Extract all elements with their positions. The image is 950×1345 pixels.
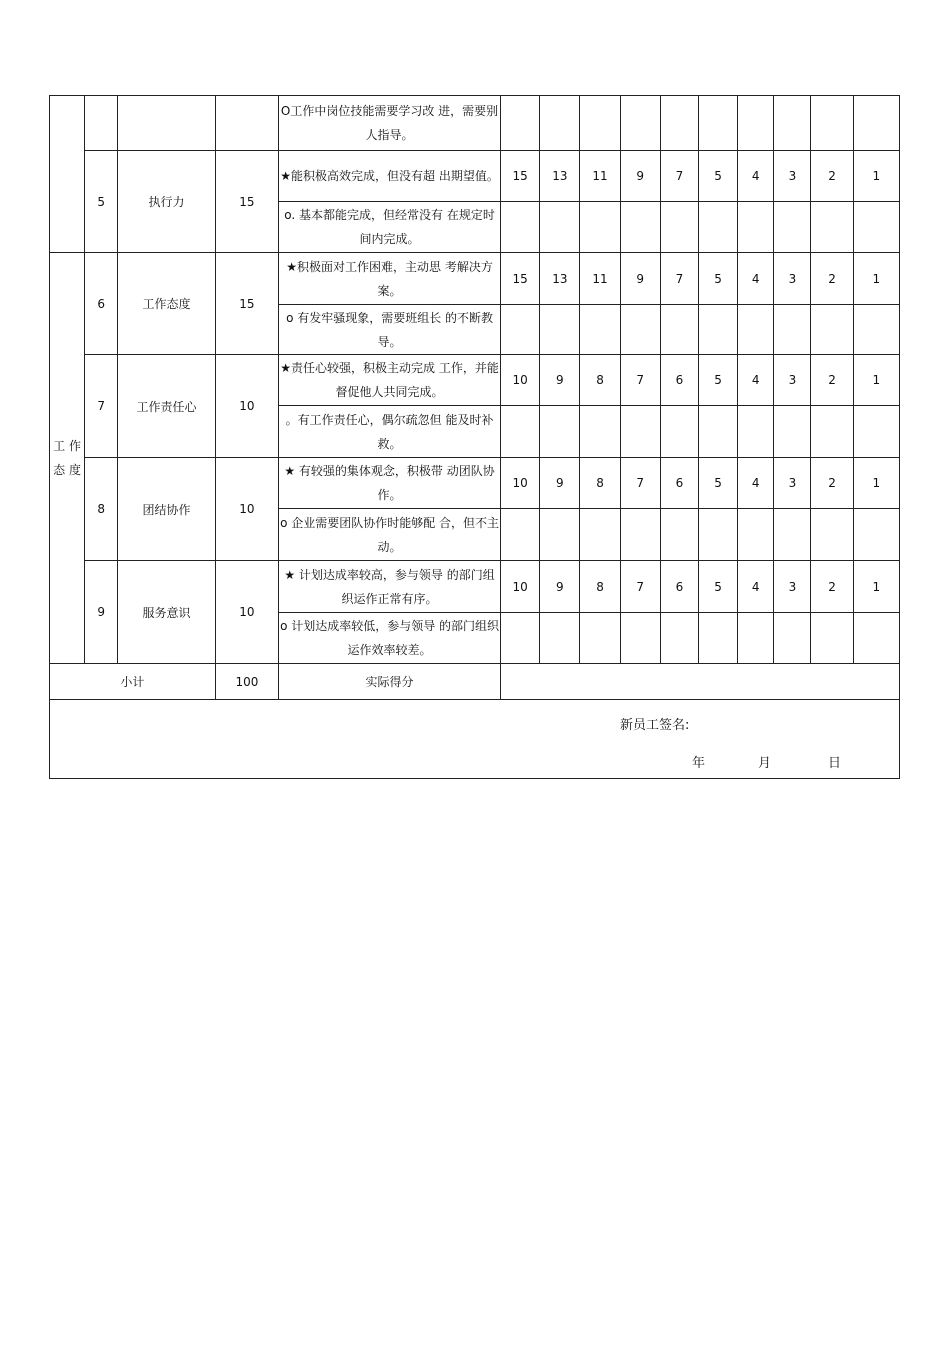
score-cell: 11 — [580, 151, 620, 202]
score-cell: 9 — [540, 561, 580, 613]
score-cell — [738, 202, 774, 253]
score-cell — [774, 202, 811, 253]
score-cell: 15 — [501, 151, 540, 202]
category-cell-continued — [50, 96, 85, 253]
score-cell: 9 — [540, 355, 580, 406]
criteria-desc: ★ 有较强的集体观念，积极带 动团队协作。 — [279, 458, 501, 509]
score-cell: 7 — [620, 355, 660, 406]
date-year-label: 年 — [692, 756, 706, 771]
score-cell: 5 — [698, 458, 737, 509]
item-weight: 10 — [215, 561, 278, 664]
signature-label: 新员工签名: — [620, 718, 690, 733]
score-cell: 3 — [774, 458, 811, 509]
score-cell — [738, 305, 774, 355]
item-number — [85, 96, 118, 151]
score-cell — [738, 406, 774, 458]
score-cell — [501, 406, 540, 458]
table-row — [50, 458, 900, 509]
score-cell: 11 — [580, 253, 620, 305]
score-cell — [540, 96, 580, 151]
criteria-desc: ★ 计划达成率较高，参与领导 的部门组织运作正常有序。 — [279, 561, 501, 613]
score-cell — [540, 509, 580, 561]
actual-score-value[interactable] — [501, 664, 900, 700]
score-cell — [660, 613, 698, 664]
subtotal-value: 100 — [215, 664, 278, 700]
score-cell — [811, 305, 853, 355]
score-cell — [620, 305, 660, 355]
score-cell: 7 — [620, 458, 660, 509]
score-cell: 5 — [698, 151, 737, 202]
score-cell — [501, 613, 540, 664]
signature-cell[interactable] — [50, 700, 900, 779]
score-cell — [774, 509, 811, 561]
table-row — [50, 355, 900, 406]
score-cell — [853, 305, 899, 355]
item-name: 团结协作 — [118, 458, 215, 561]
score-cell: 1 — [853, 561, 899, 613]
score-cell — [620, 202, 660, 253]
table-row — [50, 561, 900, 613]
actual-score-label: 实际得分 — [279, 664, 501, 700]
score-cell: 4 — [738, 561, 774, 613]
score-cell — [580, 305, 620, 355]
score-cell — [698, 613, 737, 664]
criteria-desc: ★积极面对工作困难，主动思 考解决方案。 — [279, 253, 501, 305]
item-weight: 15 — [215, 253, 278, 355]
criteria-desc: O工作中岗位技能需要学习改 进，需要别人指导。 — [279, 96, 501, 151]
item-name — [118, 96, 215, 151]
score-cell: 7 — [660, 253, 698, 305]
item-weight — [215, 96, 278, 151]
score-cell: 5 — [698, 253, 737, 305]
score-cell — [580, 509, 620, 561]
score-cell — [501, 509, 540, 561]
score-cell — [853, 202, 899, 253]
score-cell: 10 — [501, 458, 540, 509]
score-cell — [698, 509, 737, 561]
score-cell — [540, 305, 580, 355]
score-cell: 2 — [811, 458, 853, 509]
score-cell — [501, 96, 540, 151]
signature-row — [50, 700, 900, 779]
table-row — [50, 151, 900, 202]
score-cell — [698, 202, 737, 253]
score-cell — [811, 613, 853, 664]
score-cell — [580, 406, 620, 458]
score-cell — [660, 305, 698, 355]
score-cell: 9 — [540, 458, 580, 509]
score-cell — [811, 96, 853, 151]
table-row — [50, 96, 900, 151]
score-cell: 5 — [698, 561, 737, 613]
score-cell — [620, 96, 660, 151]
score-cell: 4 — [738, 151, 774, 202]
item-weight: 10 — [215, 355, 278, 458]
score-cell: 1 — [853, 253, 899, 305]
criteria-desc: o 有发牢骚现象，需要班组长 的不断教导。 — [279, 305, 501, 355]
score-cell — [853, 96, 899, 151]
criteria-desc: 。有工作责任心，偶尔疏忽但 能及时补救。 — [279, 406, 501, 458]
score-cell — [660, 509, 698, 561]
score-cell — [738, 509, 774, 561]
score-cell — [501, 202, 540, 253]
score-cell: 5 — [698, 355, 737, 406]
score-cell: 13 — [540, 253, 580, 305]
score-cell — [698, 406, 737, 458]
score-cell: 7 — [620, 561, 660, 613]
score-cell — [540, 406, 580, 458]
score-cell: 1 — [853, 355, 899, 406]
score-cell — [620, 613, 660, 664]
table-body — [50, 96, 900, 779]
score-cell — [580, 202, 620, 253]
score-cell — [738, 96, 774, 151]
score-cell — [738, 613, 774, 664]
score-cell: 4 — [738, 458, 774, 509]
score-cell — [540, 202, 580, 253]
score-cell: 2 — [811, 561, 853, 613]
score-cell: 6 — [660, 355, 698, 406]
score-cell — [811, 406, 853, 458]
item-name: 工作态度 — [118, 253, 215, 355]
score-cell: 8 — [580, 355, 620, 406]
score-cell: 1 — [853, 458, 899, 509]
score-cell: 9 — [620, 253, 660, 305]
score-cell — [660, 96, 698, 151]
subtotal-row — [50, 664, 900, 700]
criteria-desc: o 计划达成率较低，参与领导 的部门组织运作效率较差。 — [279, 613, 501, 664]
criteria-desc: ★责任心较强，积极主动完成 工作，并能督促他人共同完成。 — [279, 355, 501, 406]
item-name: 执行力 — [118, 151, 215, 253]
score-cell — [811, 509, 853, 561]
item-number: 5 — [85, 151, 118, 253]
score-cell — [620, 509, 660, 561]
score-cell: 8 — [580, 561, 620, 613]
evaluation-table — [49, 95, 900, 779]
score-cell: 6 — [660, 458, 698, 509]
table-row — [50, 253, 900, 305]
subtotal-label: 小计 — [50, 664, 216, 700]
criteria-desc: o. 基本都能完成，但经常没有 在规定时间内完成。 — [279, 202, 501, 253]
criteria-desc: ★能积极高效完成，但没有超 出期望值。 — [279, 151, 501, 202]
score-cell: 10 — [501, 355, 540, 406]
score-cell: 4 — [738, 355, 774, 406]
score-cell — [540, 613, 580, 664]
category-label: 工 作 态 度 — [50, 253, 85, 664]
score-cell — [698, 305, 737, 355]
score-cell: 2 — [811, 355, 853, 406]
score-cell: 13 — [540, 151, 580, 202]
score-cell: 4 — [738, 253, 774, 305]
score-cell — [774, 305, 811, 355]
score-cell: 1 — [853, 151, 899, 202]
score-cell — [774, 406, 811, 458]
score-cell — [580, 613, 620, 664]
score-cell — [660, 406, 698, 458]
score-cell: 8 — [580, 458, 620, 509]
item-name: 服务意识 — [118, 561, 215, 664]
score-cell — [774, 613, 811, 664]
score-cell: 9 — [620, 151, 660, 202]
item-weight: 10 — [215, 458, 278, 561]
score-cell: 2 — [811, 151, 853, 202]
score-cell: 15 — [501, 253, 540, 305]
item-weight: 15 — [215, 151, 278, 253]
score-cell — [853, 509, 899, 561]
date-month-label: 月 — [758, 756, 772, 771]
score-cell: 3 — [774, 355, 811, 406]
item-number: 6 — [85, 253, 118, 355]
score-cell — [811, 202, 853, 253]
score-cell: 3 — [774, 151, 811, 202]
score-cell: 3 — [774, 253, 811, 305]
score-cell — [698, 96, 737, 151]
score-cell — [774, 96, 811, 151]
score-cell — [853, 406, 899, 458]
score-cell — [660, 202, 698, 253]
score-cell: 6 — [660, 561, 698, 613]
score-cell: 2 — [811, 253, 853, 305]
score-cell — [853, 613, 899, 664]
item-name: 工作责任心 — [118, 355, 215, 458]
score-cell: 3 — [774, 561, 811, 613]
item-number: 9 — [85, 561, 118, 664]
item-number: 7 — [85, 355, 118, 458]
score-cell — [501, 305, 540, 355]
score-cell: 10 — [501, 561, 540, 613]
score-cell — [580, 96, 620, 151]
criteria-desc: o 企业需要团队协作时能够配 合，但不主动。 — [279, 509, 501, 561]
score-cell — [620, 406, 660, 458]
item-number: 8 — [85, 458, 118, 561]
date-day-label: 日 — [828, 756, 842, 771]
score-cell: 7 — [660, 151, 698, 202]
